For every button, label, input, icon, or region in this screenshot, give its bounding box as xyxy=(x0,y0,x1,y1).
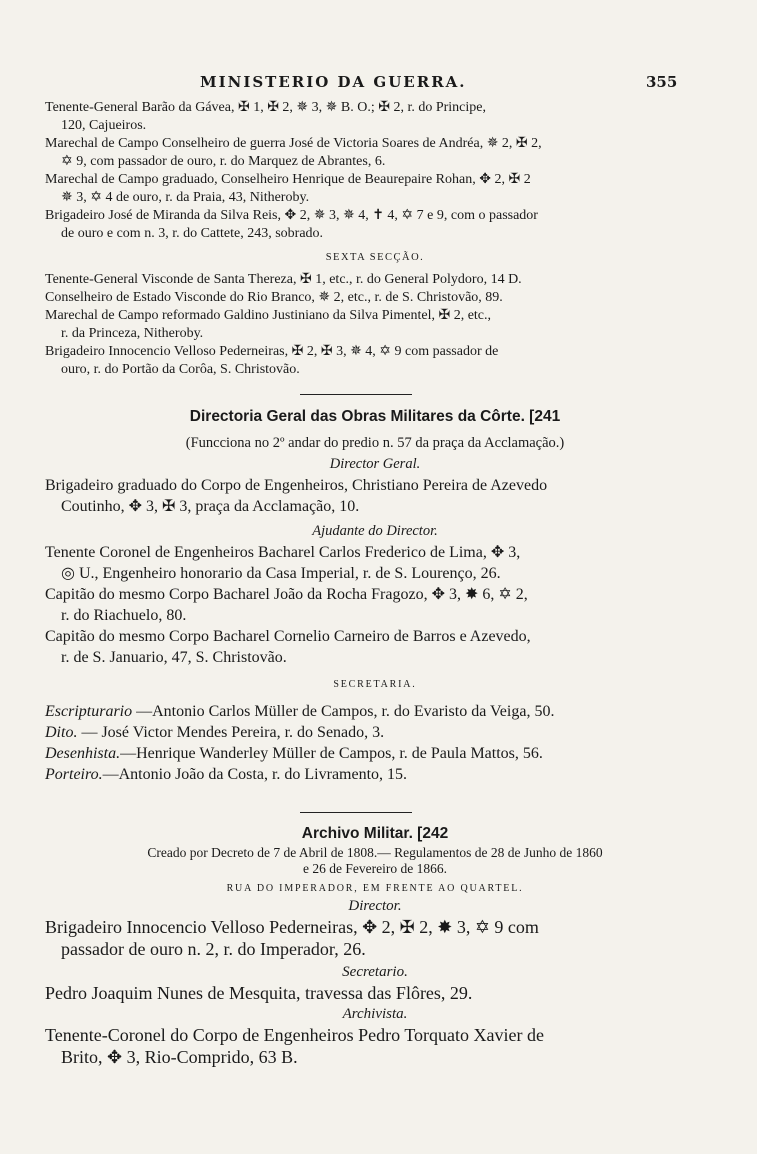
director-geral-label: Director Geral. xyxy=(329,456,421,472)
entry-pederneiras-sexta: Brigadeiro Innocencio Velloso Pederneiras, ✠ 2, ✠ 3, ✵ 4, ✡ 9 com passador de ouro, r. do Portão da Corôa, S. Christovão. xyxy=(45,344,499,377)
section-divider-2 xyxy=(300,812,412,813)
page-number: 355 xyxy=(646,73,678,91)
archivo-archivista-label: Archivista. xyxy=(342,1006,408,1022)
directoria-title: Directoria Geral das Obras Militares da Côrte. [241 xyxy=(189,408,561,425)
archivo-secretario-entry: Pedro Joaquim Nunes de Mesquita, travessa das Flôres, 29. xyxy=(45,983,473,1003)
archivo-director-entry: Brigadeiro Innocencio Velloso Pederneiras, ✥ 2, ✠ 2, ✸ 3, ✡ 9 com passador de ouro n. 2, r. do Imperador, 26. xyxy=(45,917,539,959)
secretaria-entry-dito: Dito. — José Victor Mendes Pereira, r. do Senado, 3. xyxy=(45,724,385,741)
entry-miranda-reis: Brigadeiro José de Miranda da Silva Reis, ✥ 2, ✵ 3, ✵ 4, ✝ 4, ✡ 7 e 9, com o passador de ouro e com n. 3, r. do Cattete, 243, sobrado. xyxy=(45,208,538,241)
running-title: MINISTERIO DA GUERRA. xyxy=(200,73,467,91)
archivo-title: Archivo Militar. [242 xyxy=(301,825,449,842)
secretaria-heading: SECRETARIA. xyxy=(333,679,417,690)
ajudante-label: Ajudante do Director. xyxy=(312,523,438,539)
archivo-archivista-entry: Tenente-Coronel do Corpo de Engenheiros Pedro Torquato Xavier de Brito, ✥ 3, Rio-Comprido, 63 B. xyxy=(45,1025,545,1067)
directoria-note: (Funcciona no 2º andar do predio n. 57 da praça da Acclamação.) xyxy=(185,435,565,451)
secretaria-entry-escripturario: Escripturario —Antonio Carlos Müller de Campos, r. do Evaristo da Veiga, 50. xyxy=(45,703,555,720)
archivo-director-label: Director. xyxy=(348,898,402,914)
archivo-decree-line-2: e 26 de Fevereiro de 1866. xyxy=(303,861,447,876)
quinta-seccao-list xyxy=(45,99,705,379)
secretaria-entry-desenhista: Desenhista.—Henrique Wanderley Müller de Campos, r. de Paula Mattos, 56. xyxy=(45,745,543,762)
ajudante-entry-fragozo: Capitão do mesmo Corpo Bacharel João da Rocha Fragozo, ✥ 3, ✸ 6, ✡ 2, r. do Riachuelo, 80. xyxy=(45,586,528,624)
entry-galdino-pimentel: Marechal de Campo reformado Galdino Justiniano da Silva Pimentel, ✠ 2, etc., r. da Princeza, Nitheroby. xyxy=(45,308,492,341)
sexta-seccao-heading: SEXTA SECÇÃO. xyxy=(325,252,425,263)
archivo-address: RUA DO IMPERADOR, EM FRENTE AO QUARTEL. xyxy=(226,883,524,894)
ajudante-entry-azevedo: Capitão do mesmo Corpo Bacharel Cornelio Carneiro de Barros e Azevedo, r. de S. Januario, 47, S. Christovão. xyxy=(45,628,531,666)
entry-santa-thereza: Tenente-General Visconde de Santa Thereza, ✠ 1, etc., r. do General Polydoro, 14 D. xyxy=(45,272,522,287)
secretaria-entry-porteiro: Porteiro.—Antonio João da Costa, r. do Livramento, 15. xyxy=(45,766,408,783)
archivo-militar-section xyxy=(45,825,705,1068)
directoria-section xyxy=(45,406,705,785)
entry-rio-branco: Conselheiro de Estado Visconde do Rio Branco, ✵ 2, etc., r. de S. Christovão, 89. xyxy=(45,290,503,305)
entry-soares-andrea: Marechal de Campo Conselheiro de guerra José de Victoria Soares de Andréa, ✵ 2, ✠ 2, ✡ 9, com passador de ouro, r. do Marquez de Abrantes, 6. xyxy=(45,136,542,169)
director-geral-entry: Brigadeiro graduado do Corpo de Engenheiros, Christiano Pereira de Azevedo Coutinho, ✥ 3, ✠ 3, praça da Acclamação, 10. xyxy=(45,477,548,515)
page-header xyxy=(0,73,757,97)
ajudante-entry-lima: Tenente Coronel de Engenheiros Bacharel Carlos Frederico de Lima, ✥ 3, ◎ U., Engenheiro honorario da Casa Imperial, r. de S. Lourenço, 26. xyxy=(45,544,521,582)
entry-barao-gavea: Tenente-General Barão da Gávea, ✠ 1, ✠ 2, ✵ 3, ✵ B. O.; ✠ 2, r. do Principe, 120, Cajueiros. xyxy=(45,100,486,133)
archivo-decree-line-1: Creado por Decreto de 7 de Abril de 1808.— Regulamentos de 28 de Junho de 1860 xyxy=(147,845,603,860)
section-divider-1 xyxy=(300,394,412,395)
archivo-secretario-label: Secretario. xyxy=(342,964,408,980)
entry-beaurepaire-rohan: Marechal de Campo graduado, Conselheiro Henrique de Beaurepaire Rohan, ✥ 2, ✠ 2 ✵ 3, ✡ 4 de ouro, r. da Praia, 43, Nitheroby. xyxy=(45,172,531,205)
